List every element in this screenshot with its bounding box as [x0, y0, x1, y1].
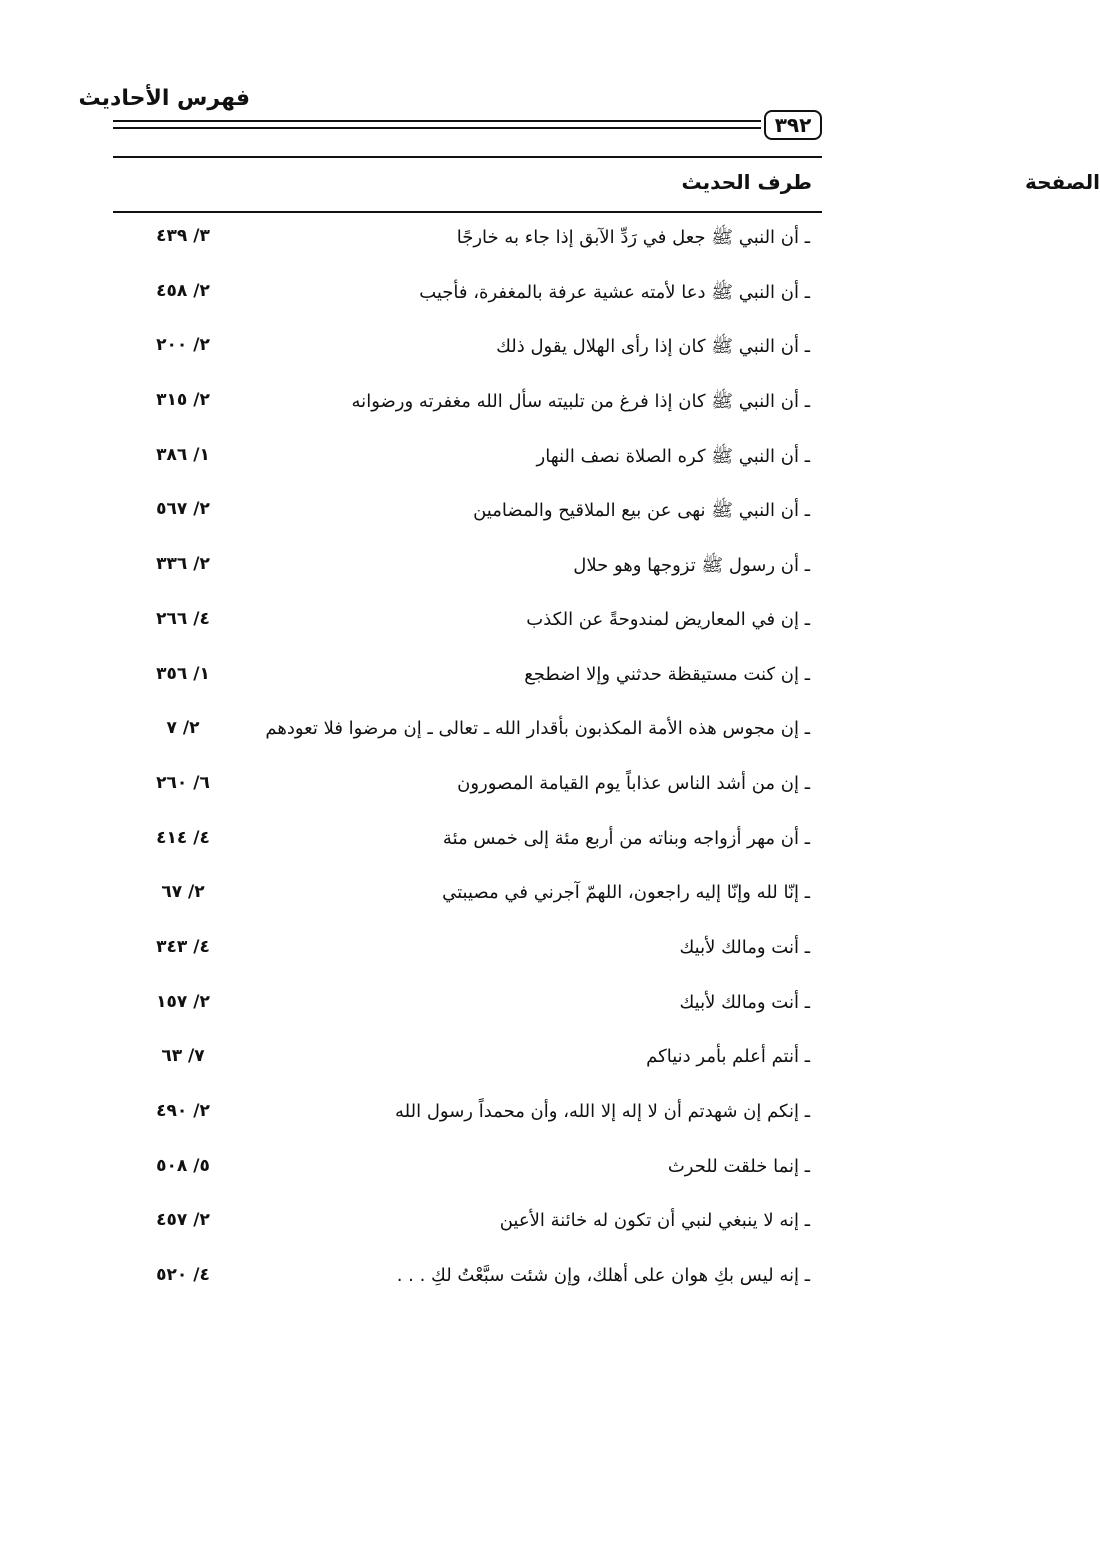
index-row	[113, 927, 822, 982]
index-row	[113, 1255, 822, 1310]
volume-page-ref: ٤/ ٢٦٦	[156, 608, 210, 629]
hadith-text: ـ إنه ليس بكِ هوان على أهلك، وإن شئت سبَّعْتُ لكِ . . .	[396, 1265, 810, 1287]
index-row	[113, 544, 822, 599]
volume-page-ref: ١/ ٣٨٦	[156, 444, 210, 465]
volume-page-ref: ٤/ ٥٢٠	[156, 1265, 210, 1286]
volume-page-ref: ٢/ ٤٥٨	[156, 280, 210, 301]
header-double-rule	[113, 120, 761, 129]
index-row	[113, 982, 822, 1037]
hadith-text: ـ أن النبي ﷺ كره الصلاة نصف النهار	[536, 445, 810, 467]
hadith-text: ـ أن النبي ﷺ كان إذا رأى الهلال يقول ذلك	[496, 336, 810, 358]
hadith-text: ـ أن النبي ﷺ جعل في رَدِّ الآبق إذا جاء به خارجًا	[456, 227, 810, 248]
volume-page-ref: ٢/ ٥٦٧	[156, 499, 210, 520]
volume-page-ref: ١/ ٣٥٦	[156, 663, 210, 684]
column-header-hadith: طرف الحديث	[681, 170, 812, 194]
column-header-page: الصفحة	[1024, 170, 1100, 194]
volume-page-ref: ٢/ ٢٠٠	[156, 335, 210, 356]
volume-page-ref: ٢/ ١٥٧	[156, 991, 210, 1012]
index-row	[113, 654, 822, 709]
hadith-text: ـ أن النبي ﷺ نهى عن بيع الملاقيح والمضامين	[473, 500, 810, 522]
running-title: فهرس الأحاديث	[78, 86, 250, 111]
volume-page-ref: ٢/ ٣٣٦	[156, 554, 210, 575]
hadith-text: ـ إنكم إن شهدتم أن لا إله إلا الله، وأن محمداً رسول الله	[395, 1101, 810, 1122]
hadith-text: ـ إنّا لله وإنّا إليه راجعون، اللهمّ آجرني في مصيبتي	[442, 882, 810, 904]
volume-page-ref: ٢/ ٣١٥	[156, 390, 210, 411]
volume-page-ref: ٢/ ٧	[166, 718, 200, 739]
hadith-text: ـ أن مهر أزواجه وبناته من أربع مئة إلى خمس مئة	[442, 827, 810, 849]
index-row	[113, 818, 822, 873]
volume-page-ref: ٤/ ٣٤٣	[156, 936, 210, 957]
index-row	[113, 763, 822, 818]
index-row	[113, 271, 822, 326]
index-row	[113, 1146, 822, 1201]
hadith-text: ـ إن كنت مستيقظة حدثني وإلا اضطجع	[524, 663, 810, 685]
index-row	[113, 708, 822, 763]
index-row	[113, 216, 822, 271]
index-row	[113, 1036, 822, 1091]
hadith-text: ـ أن رسول ﷺ تزوجها وهو حلال	[573, 555, 810, 577]
index-row	[113, 1091, 822, 1146]
volume-page-ref: ٦/ ٢٦٠	[156, 772, 210, 793]
hadith-text: ـ أن النبي ﷺ كان إذا فرغ من تلبيته سأل الله مغفرته ورضوانه	[351, 391, 810, 413]
index-row	[113, 599, 822, 654]
index-row	[113, 1200, 822, 1255]
volume-page-ref: ٧/ ٦٣	[161, 1046, 205, 1067]
hadith-text: ـ أن النبي ﷺ دعا لأمته عشية عرفة بالمغفرة، فأجيب	[419, 281, 810, 303]
hadith-text: ـ أنتم أعلم بأمر دنياكم	[646, 1046, 810, 1068]
table-header-rule	[113, 211, 822, 213]
volume-page-ref: ٢/ ٤٥٧	[156, 1210, 210, 1231]
hadith-index-list	[113, 216, 822, 1310]
index-row	[113, 872, 822, 927]
hadith-text: ـ أنت ومالك لأبيك	[679, 991, 810, 1013]
index-row	[113, 325, 822, 380]
volume-page-ref: ٥/ ٥٠٨	[156, 1155, 210, 1176]
volume-page-ref: ٢/ ٤٩٠	[156, 1101, 210, 1121]
volume-page-ref: ٤/ ٤١٤	[156, 827, 210, 848]
table-top-rule	[113, 156, 822, 158]
hadith-text: ـ إنما خلقت للحرث	[667, 1155, 810, 1177]
index-row	[113, 380, 822, 435]
hadith-text: ـ إن من أشد الناس عذاباً يوم القيامة المصورون	[457, 772, 810, 794]
index-row	[113, 435, 822, 490]
hadith-text: ـ إن مجوس هذه الأمة المكذبون بأقدار الله ـ تعالى ـ إن مرضوا فلا تعودهم	[265, 718, 810, 740]
volume-page-ref: ٣/ ٤٣٩	[156, 226, 210, 246]
hadith-text: ـ إن في المعاريض لمندوحةً عن الكذب	[526, 608, 810, 630]
index-row	[113, 489, 822, 544]
hadith-text: ـ أنت ومالك لأبيك	[679, 936, 810, 958]
hadith-text: ـ إنه لا ينبغي لنبي أن تكون له خائنة الأعين	[499, 1210, 810, 1232]
page-number: ٣٩٢	[764, 110, 822, 140]
volume-page-ref: ٢/ ٦٧	[161, 882, 205, 903]
